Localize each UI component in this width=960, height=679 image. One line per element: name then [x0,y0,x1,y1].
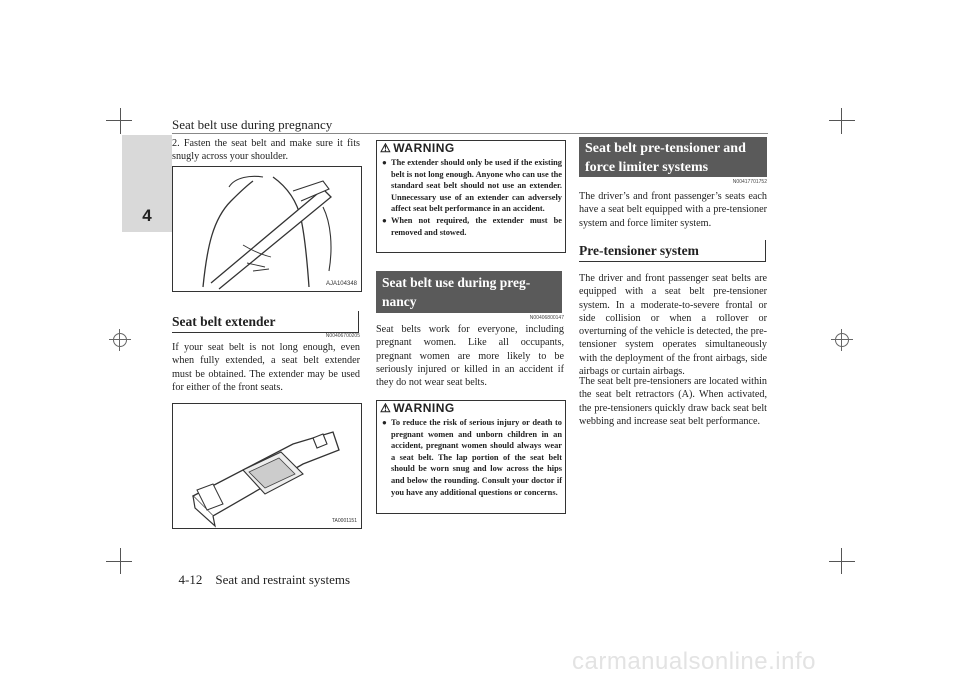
body-text: Seat belts work for everyone, including pregnant women. Like all occupants, pregnant women are more likely to be seriously injured or killed in an accident if they do not wear seat belts. [376,324,564,389]
page-header-title: Seat belt use during pregnancy [172,117,333,132]
warning-title: ⚠ WARNING [380,401,455,415]
warning-item: ● The extender should only be used if the existing belt is not long enough. Anyone who can use the standard seat belt should not use an extender. Unnecessary use of an extender can adversely affect seat belt performance in an accident. [382,158,562,214]
body-text: The driver and front passenger seat belts are equipped with a seat belt pre-tensioner system. In a moderate-to-severe frontal or side collision or when a rollover or overturning of the vehicle is detected, the pre-tensioner system operates simultaneously with the deployment of the front airbags, side airbags or curtain airbags. [579,273,767,378]
section-heading: Seat belt extender [172,311,359,333]
warning-triangle-icon: ⚠ [380,141,392,155]
crop-mark [841,108,842,134]
seat-belt-figure [172,166,362,292]
crop-mark [120,108,121,134]
warning-box [376,400,566,514]
crop-mark [106,120,132,121]
crop-mark [829,120,855,121]
page-number: 4-12 [178,572,203,587]
crop-mark [106,561,132,562]
body-text: The driver’s and front passenger’s seats each have a seat belt equipped with a pre-tensioner system and force limiter system. [579,191,767,229]
sub-heading: Pre-tensioner system [579,240,766,262]
body-text: If your seat belt is not long enough, even when fully extended, a seat belt extender must be obtained. The extender may be used for either of the front seats. [172,342,360,393]
bullet-icon: ● [382,215,387,225]
belt-illustration [173,167,361,291]
crop-mark [829,561,855,562]
section-heading: Seat belt use during preg-nancy [376,271,562,313]
doc-code: N00406700205 [325,333,360,339]
warning-list [382,417,562,498]
figure-id: TA0001151 [331,518,357,524]
section-heading: Seat belt pre-tensioner and force limiter systems [579,137,767,177]
registration-mark [113,333,127,347]
doc-code: N00417701752 [732,179,767,185]
chapter-number: 4 [142,206,152,225]
warning-title: ⚠ WARNING [380,141,455,155]
figure-id: AJA104348 [325,281,357,287]
bullet-icon: ● [382,418,387,427]
warning-list [382,157,562,238]
extender-figure [172,403,362,529]
extender-illustration [173,404,361,528]
bullet-icon: ● [382,158,387,167]
step-text: 2. Fasten the seat belt and make sure it fits snugly across your shoulder. [172,138,360,163]
warning-box [376,140,566,253]
registration-mark [835,333,849,347]
warning-triangle-icon: ⚠ [380,401,392,415]
header-rule [172,133,768,134]
warning-item: ● When not required, the extender must be removed and stowed. [382,215,562,237]
page-footer [172,556,350,588]
footer-section: Seat and restraint systems [215,572,351,587]
warning-item: ● To reduce the risk of serious injury or death to pregnant women and unborn children in an accident, pregnant women should always wear a seat belt. The lap portion of the seat belt should be worn snug and low across the hips and below the rounding. Consult your doctor if you have any additional questions or concerns. [382,418,562,497]
watermark: carmanualsonline.info [572,648,816,675]
doc-code: N00406800147 [529,315,564,321]
body-text: The seat belt pre-tensioners are located within the seat belt retractors (A). When activated, the pre-tensioners quickly draw back seat belt webbing and increase seat belt performance. [579,376,767,427]
